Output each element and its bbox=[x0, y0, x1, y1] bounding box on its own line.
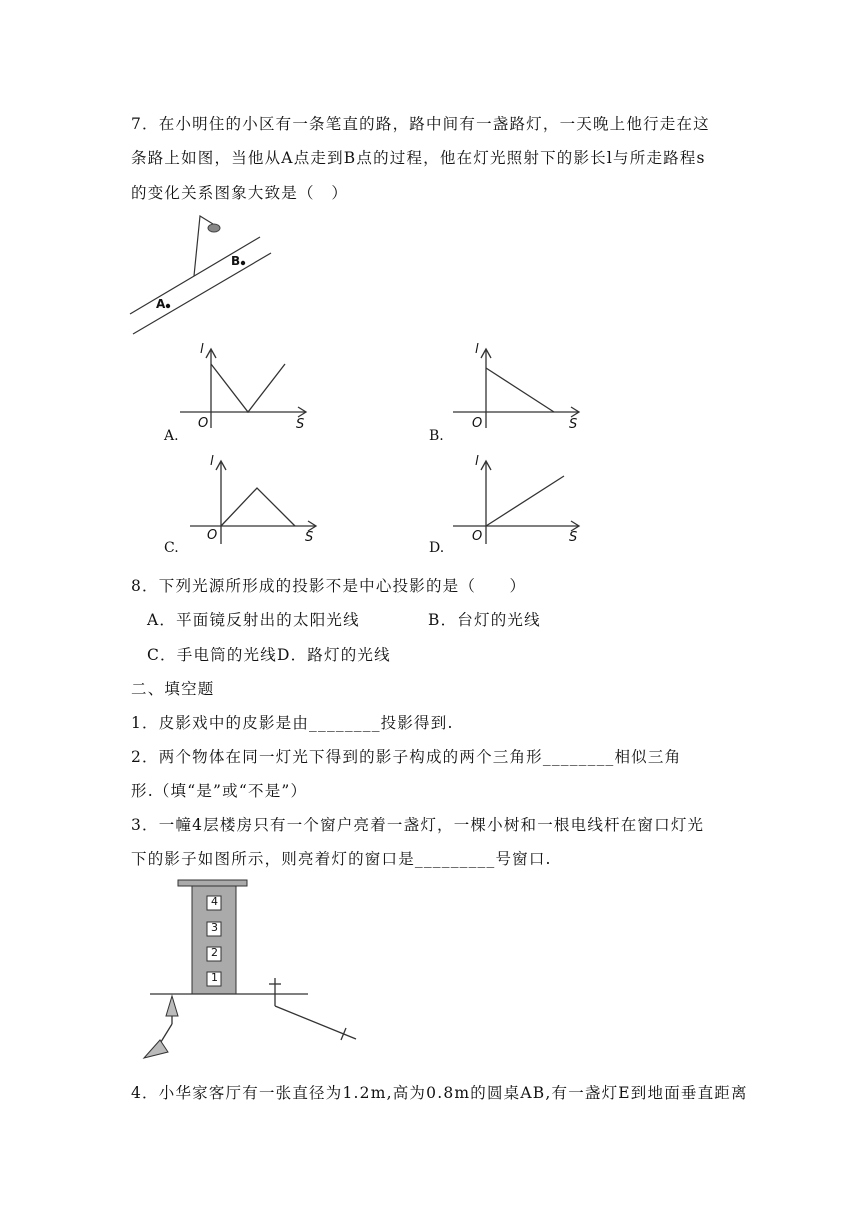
street-lamp-drawing bbox=[125, 210, 295, 345]
window-1: 1 bbox=[211, 971, 218, 984]
fill-q1: 1．皮影戏中的皮影是由________投影得到. bbox=[131, 714, 454, 732]
option-b-origin: O bbox=[472, 416, 483, 431]
option-c-y-label: l bbox=[210, 454, 214, 469]
option-d-graph bbox=[453, 452, 593, 547]
option-a-y-label: l bbox=[200, 342, 204, 357]
option-a-origin: O bbox=[198, 416, 209, 431]
option-c-origin: O bbox=[207, 528, 218, 543]
section-title: 二、填空题 bbox=[131, 680, 215, 698]
option-c-label: C. bbox=[164, 540, 179, 556]
fill-q2-line-2: 形.（填“是”或“不是”） bbox=[131, 782, 308, 800]
option-d-x-label: S bbox=[569, 530, 578, 545]
q8-option-b: B．台灯的光线 bbox=[428, 611, 541, 629]
fill-q3-line-1: 3．一幢4层楼房只有一个窗户亮着一盏灯，一棵小树和一根电线杆在窗口灯光 bbox=[131, 816, 705, 834]
q7-line-1: 7．在小明住的小区有一条笔直的路，路中间有一盏路灯，一天晚上他行走在这 bbox=[131, 115, 710, 133]
option-c-graph bbox=[190, 452, 330, 547]
building-drawing bbox=[130, 872, 370, 1067]
option-a-label: A. bbox=[164, 428, 179, 444]
street-lamp-figure bbox=[125, 210, 295, 345]
building-figure bbox=[130, 872, 370, 1067]
option-b-label: B. bbox=[429, 428, 444, 444]
q7-line-2: 条路上如图，当他从A点走到B点的过程，他在灯光照射下的影长l与所走路程s bbox=[131, 149, 706, 167]
option-a-x-label: S bbox=[296, 417, 305, 432]
fill-q2-line-1: 2．两个物体在同一灯光下得到的影子构成的两个三角形________相似三角 bbox=[131, 748, 682, 766]
option-b-graph bbox=[453, 340, 593, 435]
window-2: 2 bbox=[211, 946, 218, 959]
q8-option-cd: C．手电筒的光线D．路灯的光线 bbox=[147, 646, 391, 664]
option-d-label: D. bbox=[429, 540, 445, 556]
fill-q3-line-2: 下的影子如图所示，则亮着灯的窗口是_________号窗口. bbox=[131, 850, 552, 868]
window-3: 3 bbox=[211, 921, 218, 934]
option-d-origin: O bbox=[472, 529, 483, 544]
option-b-x-label: S bbox=[569, 417, 578, 432]
window-4: 4 bbox=[211, 895, 218, 908]
q8-stem: 8．下列光源所形成的投影不是中心投影的是（ ） bbox=[131, 577, 527, 595]
option-b-y-label: l bbox=[475, 342, 479, 357]
q8-option-a: A．平面镜反射出的太阳光线 bbox=[147, 611, 360, 629]
point-b-label: B bbox=[231, 254, 241, 268]
fill-q4-line-1: 4．小华家客厅有一张直径为1.2m,高为0.8m的圆桌AB,有一盏灯E到地面垂直距离 bbox=[131, 1084, 748, 1102]
option-c-x-label: S bbox=[305, 530, 314, 545]
option-d-y-label: l bbox=[475, 454, 479, 469]
q7-line-3: 的变化关系图象大致是（ ） bbox=[131, 184, 349, 202]
option-a-graph bbox=[180, 340, 320, 435]
point-a-label: A bbox=[156, 297, 166, 311]
